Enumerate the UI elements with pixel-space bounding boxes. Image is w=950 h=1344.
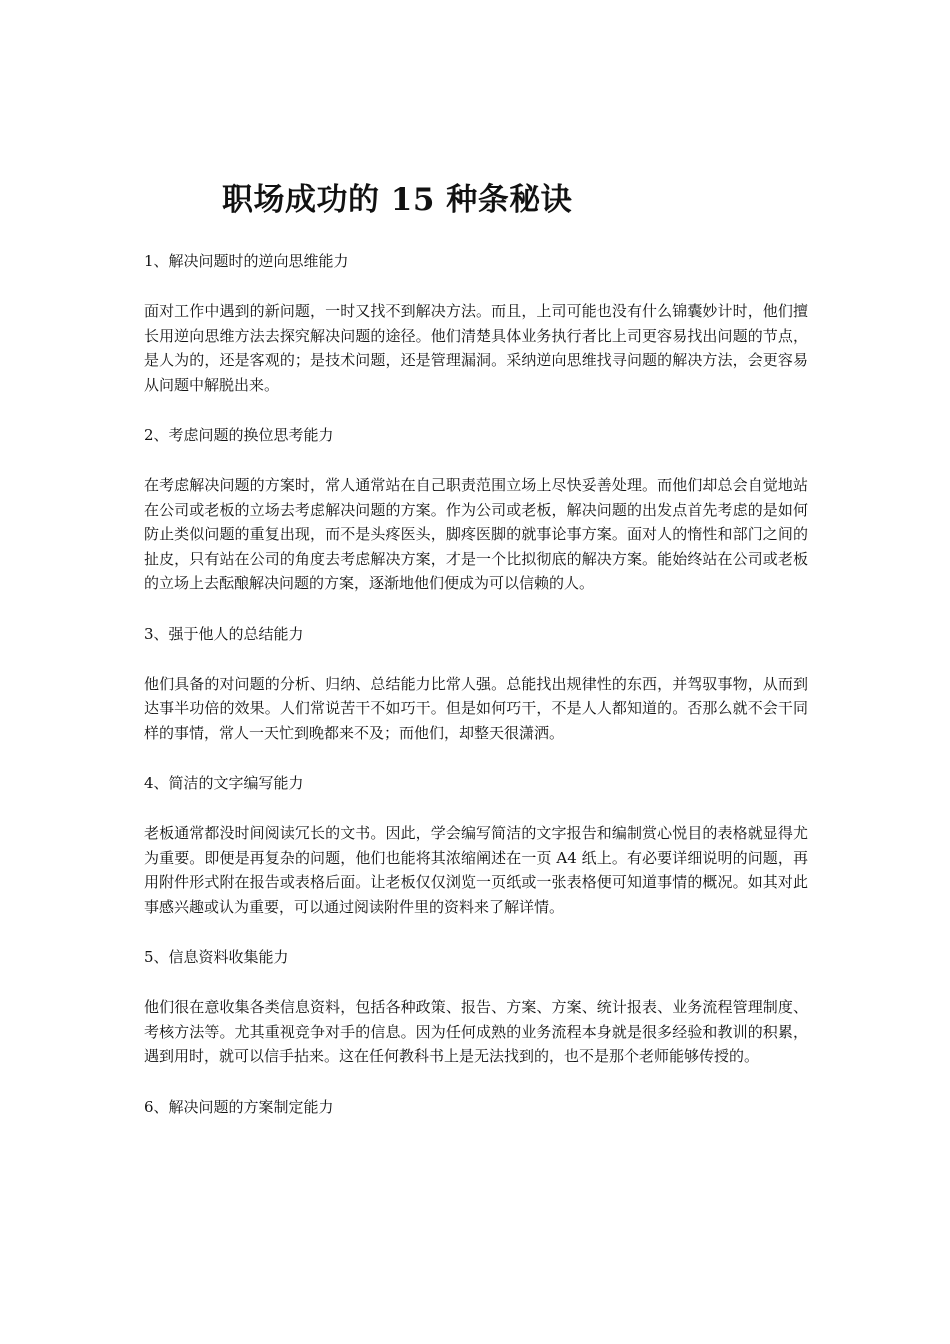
section-paragraph: 在考虑解决问题的方案时，常人通常站在自己职责范围立场上尽快妥善处理。而他们却总会自觉地站在公司或老板的立场去考虑解决问题的方案。作为公司或老板，解决问题的出发点首先考虑的是如何防止类似问题的重复出现，而不是头疼医头，脚疼医脚的就事论事方案。面对人的惰性和部门之间的扯皮，只有站在公司的角度去考虑解决方案，才是一个比拟彻底的解决方案。能始终站在公司或老板的立场上去酝酿解决问题的方案，逐渐地他们便成为可以信赖的人。	[144, 476, 808, 592]
section-4	[144, 770, 808, 919]
section-2	[144, 422, 808, 596]
section-paragraph: 他们很在意收集各类信息资料，包括各种政策、报告、方案、方案、统计报表、业务流程管理制度、考核方法等。尤其重视竞争对手的信息。因为任何成熟的业务流程本身就是很多经验和教训的积累，遇到用时，就可以信手拈来。这在任何教科书上是无法找到的，也不是那个老师能够传授的。	[144, 998, 808, 1065]
section-1	[144, 248, 808, 397]
document-title: 职场成功的 15 种条秘诀	[222, 182, 573, 218]
section-paragraph: 面对工作中遇到的新问题，一时又找不到解决方法。而且，上司可能也没有什么锦囊妙计时，他们擅长用逆向思维方法去探究解决问题的途径。他们清楚具体业务执行者比上司更容易找出问题的节点，是人为的，还是客观的；是技术问题，还是管理漏洞。采纳逆向思维找寻问题的解决方法，会更容易从问题中解脱出来。	[144, 302, 808, 394]
section-heading: 4、简洁的文字编写能力	[144, 774, 304, 792]
section-heading: 3、强于他人的总结能力	[144, 624, 304, 643]
section-paragraph: 老板通常都没时间阅读冗长的文书。因此，学会编写简洁的文字报告和编制赏心悦目的表格就显得尤为重要。即便是再复杂的问题，他们也能将其浓缩阐述在一页 A4 纸上。有必要详细说明的问题，再用附件形式附在报告或表格后面。让老板仅仅浏览一页纸或一张表格便可知道事情的概况。如其对此事感兴趣或认为重要，可以通过阅读附件里的资料来了解详情。	[144, 824, 808, 916]
section-heading: 6、解决问题的方案制定能力	[144, 1097, 334, 1116]
section-heading: 5、信息资料收集能力	[144, 948, 289, 966]
section-heading: 1、解决问题时的逆向思维能力	[144, 252, 349, 270]
section-3	[144, 621, 808, 746]
section-5	[144, 944, 808, 1069]
document-body	[144, 248, 808, 1145]
section-paragraph: 他们具备的对问题的分析、归纳、总结能力比常人强。总能找出规律性的东西，并驾驭事物，从而到达事半功倍的效果。人们常说苦干不如巧干。但是如何巧干，不是人人都知道的。否那么就不会干同样的事情，常人一天忙到晚都来不及；而他们，却整天很潇洒。	[144, 674, 808, 742]
section-6	[144, 1094, 808, 1120]
section-heading: 2、考虑问题的换位思考能力	[144, 426, 334, 444]
